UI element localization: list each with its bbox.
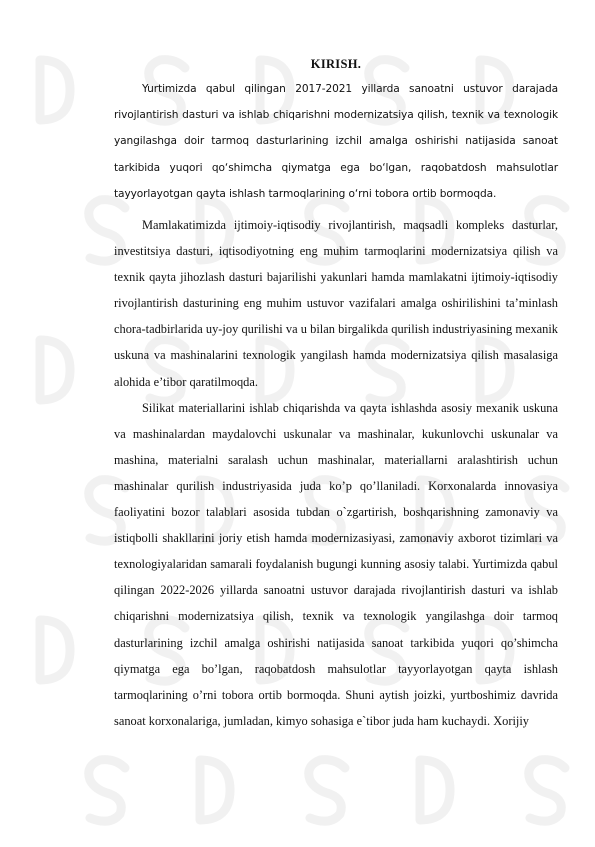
watermark-glyph-d [40, 620, 70, 680]
intro-paragraph: Yurtimizda qabul qilingan 2017-2021 yillarda sanoatni ustuvor darajada rivojlantirish dasturi va ishlab chiqarishni modernizatsiya qilish, texnik va texnologik yangilashga doir tarmoq dasturlarining izchil amalga oshirishi natijasida sanoat tarkibida yuqori qo‘shimcha qiymatga ega bo‘lgan, raqobatdosh mahsulotlar tayyorlayotgan qayta ishlash tarmoqlarining o‘rni tobora ortib bormoqda. [114, 83, 558, 200]
watermark-glyph-s [529, 760, 565, 822]
watermark-glyph-s [89, 760, 125, 822]
document-page [114, 50, 558, 734]
watermark-glyph-d [40, 60, 70, 120]
watermark-glyph-d [40, 340, 70, 400]
watermark-glyph-s [309, 760, 345, 822]
watermark-glyph-d [200, 760, 230, 820]
body-paragraph-1: Mamlakatimizda ijtimoiy-iqtisodiy rivojlantirish, maqsadli kompleks dasturlar, investitsiya dasturi, iqtisodiyotning eng muhim tarmoqlarini modernizatsiya qilish va texnik qayta jihozlash dasturi bajarilishi yakunlari hamda mamlakatni ijtimoiy-iqtisodiy rivojlantirish dasturining eng muhim ustuvor vazifalari amalga oshirilishini ta’minlash chora-tadbirlarida uy-joy qurilishi va u bilan birgalikda qurilish industriyasining mexanik uskuna va mashinalarini texnologik yangilash hamda modernizatsiya qilish masalasiga alohida e’tibor qaratilmoqda. [114, 218, 558, 389]
watermark-glyph-d [420, 760, 450, 820]
section-title: KIRISH. [310, 57, 362, 71]
body-paragraph-2: Silikat materiallarini ishlab chiqarishda va qayta ishlashda asosiy mexanik uskuna va mashinalardan maydalovchi uskunalar va mashinalar, kukunlovchi uskunalar va mashina, materialni saralash uchun mashinalar, materiallarni aralashtirish uchun mashinalar qurilish industriyasida juda ko’p qo’llaniladi. Korxonalarda innovasiya faoliyatini bozor talablari asosida tubdan o`zgartirish, boshqarishning zamonaviy va istiqbolli shakllarini joriy etish hamda modernizasiyasi, zamonaviy axborot tizimlari va texnologiyalaridan samarali foydalanish bugungi kunning asosiy talabi. Yurtimizda qabul qilingan 2022-2026 yillarda sanoatni ustuvor darajada rivojlantirish dasturi va ishlab chiqarishni modernizatsiya qilish, texnik va texnologik yangilashga doir tarmoq dasturlarining izchil amalga oshirishi natijasida sanoat tarkibida yuqori qo’shimcha qiymatga ega bo’lgan, raqobatdosh mahsulotlar tayyorlayotgan qayta ishlash tarmoqlarining o’rni tobora ortib bormoqda. Shuni aytish joizki, yurtboshimiz davrida sanoat korxonalariga, jumladan, kimyo sohasiga e`tibor juda ham kuchaydi. Xorijiy [114, 400, 558, 728]
